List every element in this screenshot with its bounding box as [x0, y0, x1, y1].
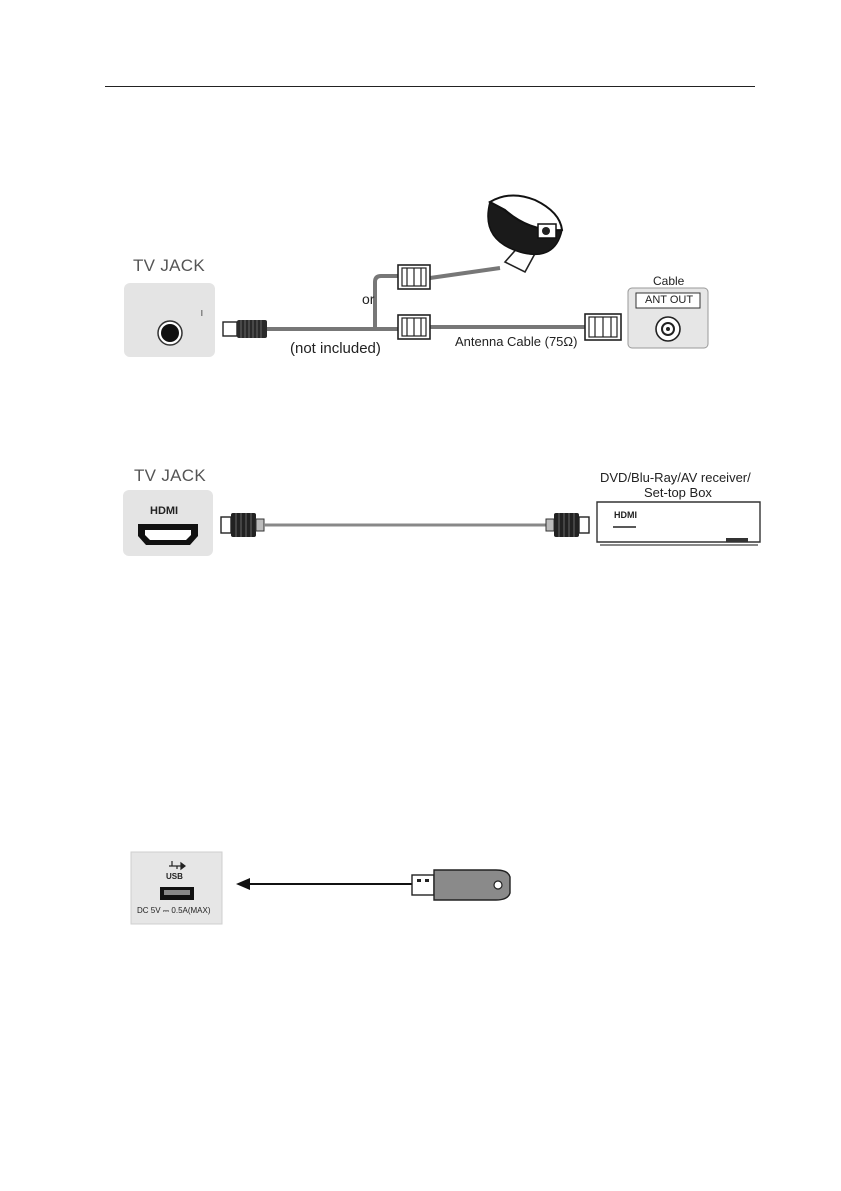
or-label: or: [362, 291, 375, 307]
tv-jack-panel: [123, 490, 213, 556]
hdmi-plug-icon: [221, 513, 264, 537]
satellite-dish-icon: [488, 195, 562, 272]
ant-out-label: ANT OUT: [645, 294, 694, 306]
hdmi-plug-icon: [546, 513, 589, 537]
tv-jack-panel: [124, 283, 215, 357]
cable-label: Cable: [653, 274, 685, 288]
power-rating-label: DC 5V ⎓ 0.5A(MAX): [137, 906, 211, 915]
antenna-cable-label: Antenna Cable (75Ω): [455, 334, 578, 349]
f-connector-icon: [398, 265, 430, 289]
tv-jack-label: TV JACK: [134, 466, 207, 485]
f-connector-icon: [398, 315, 430, 339]
hdmi-port-label: HDMI: [150, 505, 179, 517]
rf-plug-icon: [223, 322, 237, 336]
antenna-diagram: [124, 195, 708, 357]
device-hdmi-label: HDMI: [614, 510, 637, 520]
usb-label: USB: [166, 872, 183, 881]
tv-jack-label: TV JACK: [133, 256, 206, 275]
insert-arrow-icon: [236, 878, 412, 890]
device-label: DVD/Blu-Ray/AV receiver/: [600, 470, 751, 485]
f-connector-icon: [585, 314, 621, 340]
set-top-box-icon: [597, 502, 760, 545]
not-included-label: (not included): [290, 340, 381, 357]
usb-flash-drive-icon: [412, 870, 510, 900]
device-label-line2: Set-top Box: [644, 485, 712, 500]
hdmi-port-icon: [138, 524, 198, 545]
